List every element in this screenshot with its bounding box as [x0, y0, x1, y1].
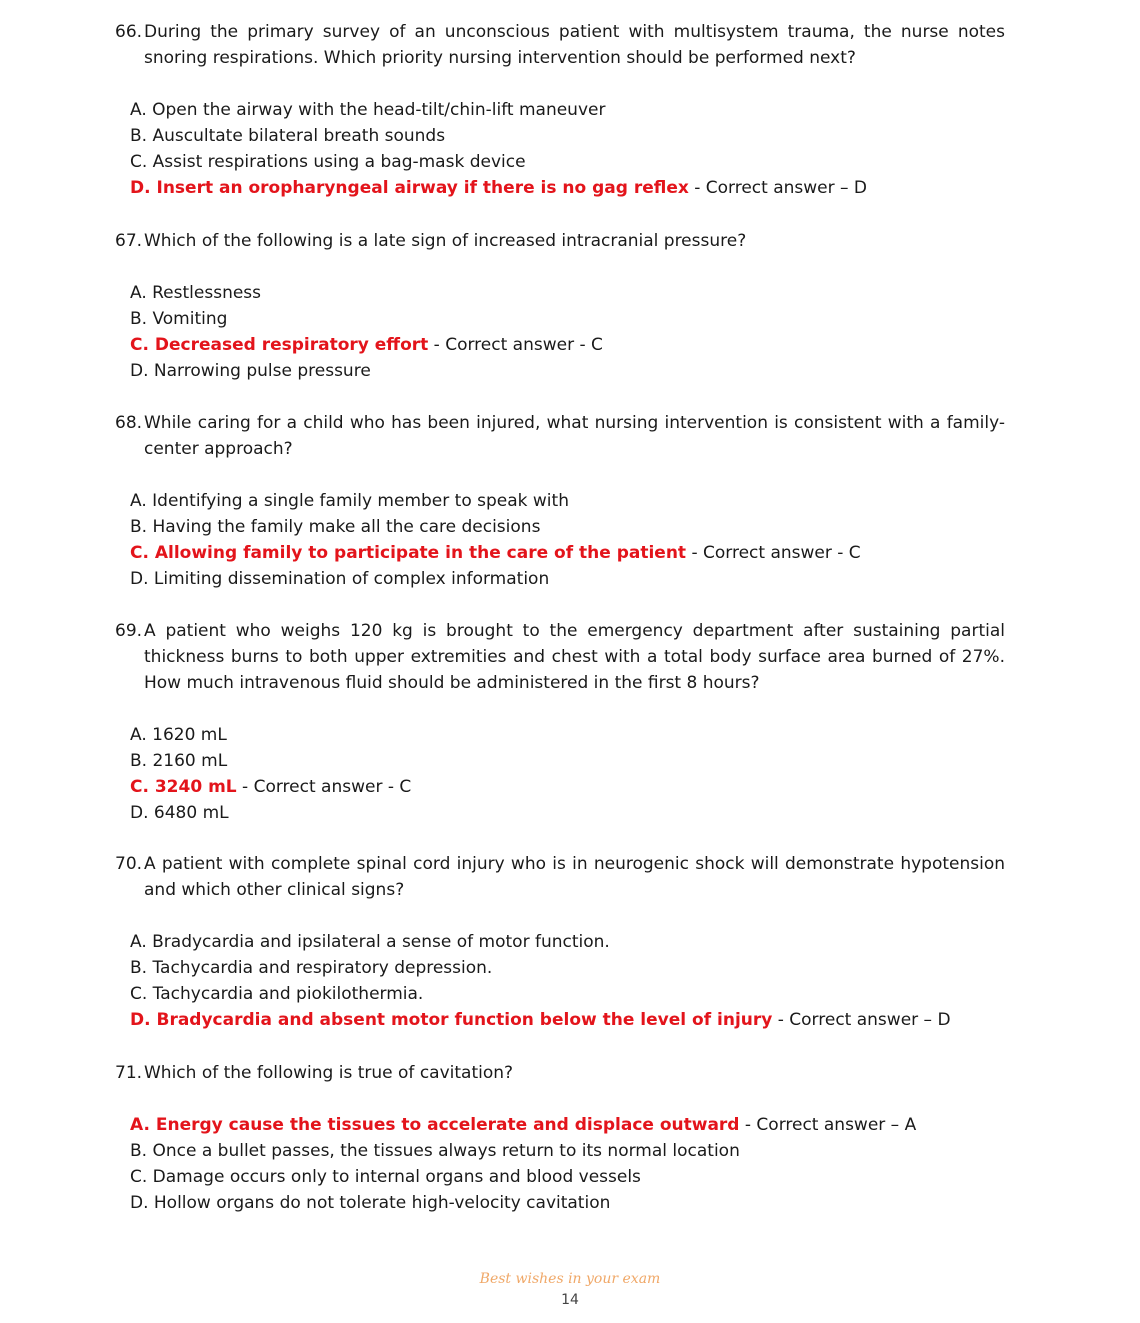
question-number: 66.: [115, 22, 143, 42]
option-text: A. Identifying a single family member to speak with: [130, 491, 569, 511]
option-text: C. Tachycardia and piokilothermia.: [130, 984, 424, 1004]
option-text: A. Restlessness: [130, 283, 262, 303]
correct-option-text: C. Decreased respiratory effort: [130, 335, 429, 355]
option-text: D. Hollow organs do not tolerate high-velocity cavitation: [130, 1193, 611, 1213]
option-a: [130, 280, 1005, 306]
question-67: [115, 228, 1005, 384]
question-number: 70.: [115, 854, 143, 874]
option-text: D. 6480 mL: [130, 803, 229, 823]
option-d: [130, 800, 1005, 826]
option-text: C. Assist respirations using a bag-mask device: [130, 152, 526, 172]
option-d: [130, 1190, 1005, 1216]
question-stem: While caring for a child who has been injured, what nursing intervention is consistent with a family-center approach?: [144, 413, 1005, 459]
answer-options: [115, 1112, 1005, 1216]
correct-answer-note: - Correct answer – A: [739, 1115, 917, 1135]
question-text: [115, 851, 1005, 903]
option-b: [130, 955, 1005, 981]
question-number: 67.: [115, 231, 143, 251]
question-text: [115, 228, 1005, 254]
correct-option-text: A. Energy cause the tissues to accelerate and displace outward: [130, 1115, 740, 1135]
correct-answer-note: - Correct answer - C: [686, 543, 861, 563]
option-text: D. Narrowing pulse pressure: [130, 361, 371, 381]
correct-answer-note: - Correct answer – D: [688, 178, 868, 198]
option-b: [130, 123, 1005, 149]
correct-answer-note: - Correct answer - C: [428, 335, 603, 355]
option-b: [130, 306, 1005, 332]
option-d: [130, 358, 1005, 384]
option-d-correct: [130, 1007, 1005, 1033]
correct-option-text: C. Allowing family to participate in the care of the patient: [130, 543, 687, 563]
option-c-correct: [130, 774, 1005, 800]
option-c: [130, 1164, 1005, 1190]
option-text: B. 2160 mL: [130, 751, 228, 771]
question-stem: Which of the following is a late sign of increased intracranial pressure?: [144, 231, 747, 251]
option-a: [130, 97, 1005, 123]
option-a: [130, 722, 1005, 748]
option-text: A. Bradycardia and ipsilateral a sense of motor function.: [130, 932, 610, 952]
footer-text: Best wishes in your exam: [479, 1271, 661, 1287]
option-c: [130, 981, 1005, 1007]
answer-options: [115, 929, 1005, 1033]
option-text: A. Open the airway with the head-tilt/chin-lift maneuver: [130, 100, 606, 120]
option-text: B. Tachycardia and respiratory depression.: [130, 958, 493, 978]
question-70: [115, 851, 1005, 1033]
option-d: [130, 566, 1005, 592]
option-b: [130, 1138, 1005, 1164]
option-text: A. 1620 mL: [130, 725, 227, 745]
correct-answer-note: - Correct answer - C: [236, 777, 412, 797]
option-a-correct: [130, 1112, 1005, 1138]
correct-option-text: D. Bradycardia and absent motor function below the level of injury: [130, 1010, 773, 1030]
question-text: [115, 1060, 1005, 1086]
option-text: B. Having the family make all the care decisions: [130, 517, 541, 537]
option-b: [130, 748, 1005, 774]
correct-answer-note: - Correct answer – D: [772, 1010, 951, 1030]
answer-options: [115, 722, 1005, 826]
question-stem: A patient with complete spinal cord injury who is in neurogenic shock will demonstrate hypotension and which other clinical signs?: [144, 854, 1005, 900]
question-number: 71.: [115, 1063, 143, 1083]
question-69: [115, 618, 1005, 826]
question-number: 68.: [115, 413, 143, 433]
option-text: B. Auscultate bilateral breath sounds: [130, 126, 446, 146]
option-c-correct: [130, 540, 1005, 566]
option-a: [130, 488, 1005, 514]
answer-options: [115, 488, 1005, 592]
option-text: B. Vomiting: [130, 309, 228, 329]
question-stem: During the primary survey of an unconscious patient with multisystem trauma, the nurse notes snoring respirations. Which priority nursing intervention should be performed next?: [144, 22, 1005, 68]
answer-options: [115, 280, 1005, 384]
option-d-correct: [130, 175, 1005, 201]
answer-options: [115, 97, 1005, 201]
question-number: 69.: [115, 621, 143, 641]
question-stem: A patient who weighs 120 kg is brought to the emergency department after sustaining partial thickness burns to both upper extremities and chest with a total body surface area burned of 27%. How much intravenous fluid should be administered in the first 8 hours?: [144, 621, 1005, 693]
option-c-correct: [130, 332, 1005, 358]
question-text: [115, 618, 1005, 696]
question-text: [115, 19, 1005, 71]
option-b: [130, 514, 1005, 540]
option-text: D. Limiting dissemination of complex information: [130, 569, 550, 589]
option-text: B. Once a bullet passes, the tissues always return to its normal location: [130, 1141, 740, 1161]
question-68: [115, 410, 1005, 592]
question-66: [115, 19, 1005, 201]
page-number: 14: [561, 1292, 579, 1308]
correct-option-text: D. Insert an oropharyngeal airway if there is no gag reflex: [130, 178, 689, 198]
option-c: [130, 149, 1005, 175]
option-a: [130, 929, 1005, 955]
question-71: [115, 1060, 1005, 1216]
question-stem: Which of the following is true of cavitation?: [144, 1063, 514, 1083]
option-text: C. Damage occurs only to internal organs and blood vessels: [130, 1167, 641, 1187]
correct-option-text: C. 3240 mL: [130, 777, 237, 797]
question-text: [115, 410, 1005, 462]
